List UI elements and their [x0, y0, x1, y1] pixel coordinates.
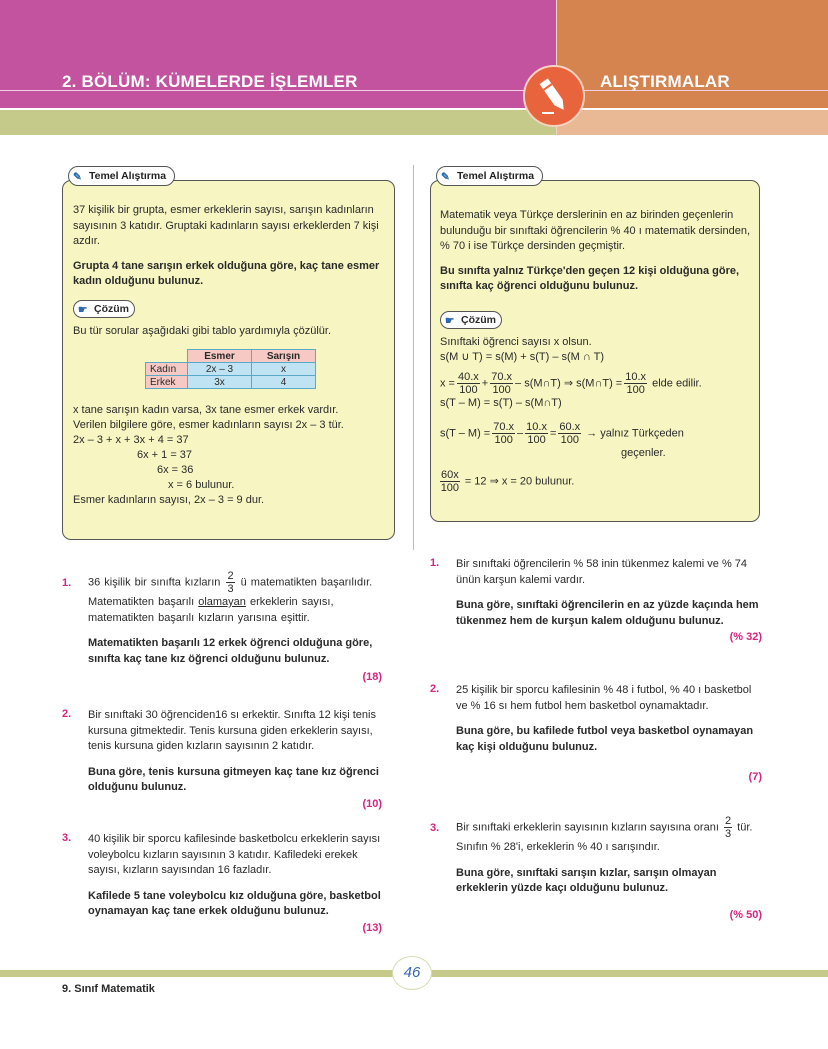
- table-cell: Erkek: [146, 376, 188, 389]
- problem-number: 1.: [430, 557, 440, 569]
- problem-item: [430, 683, 762, 783]
- right-example-box: [430, 180, 760, 522]
- problem-question: Kafilede 5 tane voleybolcu kız olduğuna göre, basketbol oynamayan kaç tane erkek olduğunu bulunuz.: [88, 889, 381, 917]
- example-question: Grupta 4 tane sarışın erkek olduğuna göre, kaç tane esmer kadın olduğunu bulunuz.: [73, 259, 380, 287]
- table-cell: 4: [252, 376, 316, 389]
- problem-text: 40 kişilik bir sporcu kafilesinde basketbolcu erkeklerin sayısı voleybolcu kızların sayısının 3 katıdır. Kafiledeki erekek sayısı, kızların sayısından 16 fazladır.: [88, 833, 381, 876]
- solution-tag: [440, 311, 502, 329]
- solution-line: 6x + 1 = 37: [137, 449, 193, 461]
- hand-icon: ☛: [445, 314, 455, 327]
- problem-question: Buna göre, sınıftaki öğrencilerin en az yüzde kaçında hem tükenmez hem de kurşun kalem olduğunu bulunuz.: [456, 599, 759, 627]
- example-tag-label: Temel Alıştırma: [457, 170, 535, 182]
- solution-line: Esmer kadınların sayısı, 2x – 3 = 9 dur.: [73, 494, 265, 506]
- problem-number: 2.: [430, 683, 440, 695]
- solution-line: x tane sarışın kadın varsa, 3x tane esmer erkek vardır.: [73, 404, 339, 416]
- problem-answer: (10): [362, 797, 382, 810]
- header-band-right: [556, 110, 828, 135]
- problem-item: [430, 815, 762, 921]
- page-number: 46: [392, 956, 432, 990]
- section-title: ALIŞTIRMALAR: [600, 72, 730, 91]
- example-text: 37 kişilik bir grupta, esmer erkeklerin sayısı, sarışın kadınların sayısının 3 katıdır. Gruptaki kadınların sayısı erkeklerden 7 kişi azdır.: [73, 204, 379, 247]
- solution-line: 2x – 3 + x + 3x + 4 = 37: [73, 434, 189, 446]
- problem-item: [62, 570, 382, 683]
- problem-text: Bir sınıftaki 30 öğrenciden16 sı erkektir. Sınıfta 12 kişi tenis kursuna gitmektedir. Tenis kursuna giden erkeklerin sayısı, tenis kursuna giden kızların sayısının 2 katıdır.: [88, 709, 376, 752]
- problem-answer: (% 32): [729, 631, 762, 643]
- example-tag: [436, 166, 543, 186]
- solution-line: Verilen bilgilere göre, esmer kadınların sayısı 2x – 3 tür.: [73, 419, 344, 431]
- table-row: [146, 363, 316, 376]
- problem-item: [62, 832, 382, 934]
- example-tag-label: Temel Alıştırma: [89, 170, 167, 182]
- example-text: Matematik veya Türkçe derslerinin en az birinden geçenlerin bulunduğu bir sınıftaki öğrencilerin % 40 ı matematik dersinden, % 70 i ise Türkçe dersinden geçmiştir.: [440, 209, 751, 252]
- problem-answer: (% 50): [729, 908, 762, 921]
- solution-label: Çözüm: [94, 302, 129, 315]
- problem-question: Buna göre, tenis kursuna gitmeyen kaç tane kız öğrenci olduğunu bulunuz.: [88, 765, 379, 793]
- chapter-title: 2. BÖLÜM: KÜMELERDE İŞLEMLER: [62, 72, 358, 91]
- hand-icon: ☛: [78, 303, 88, 316]
- equation-2: s(T – M) = $\frac{70.x}{100}$ – $\frac{10.x}{100}$ = $\frac{60.x}{100}$ → yalnız Türkçeden: [440, 420, 684, 446]
- book-title: 9. Sınıf Matematik: [62, 983, 155, 995]
- problem-question: Buna göre, bu kafilede futbol veya basketbol oynamayan kaç kişi olduğunu bulunuz.: [456, 725, 754, 753]
- problem-text: Bir sınıftaki öğrencilerin % 58 inin tükenmez kalemi ve % 74 ünün karşun kalemi vardır.: [456, 558, 748, 586]
- table-cell: 2x – 3: [188, 363, 252, 376]
- table-row: [146, 376, 316, 389]
- problem-text: 25 kişilik bir sporcu kafilesinin % 48 i futbol, % 40 ı basketbol ve % 16 sı hem futbol hem basketbol oynamaktadır.: [456, 684, 752, 712]
- problem-item: [430, 557, 762, 643]
- problem-text: 36 kişilik bir sınıfta kızların $\frac{2}{3}$ ü matematikten başarılıdır. Matematikten başarılı olamayan erkeklerin sayısı, matematikten başarılı kızların yarısına eşittir.: [88, 570, 373, 624]
- table-cell: 3x: [188, 376, 252, 389]
- problem-number: 1.: [62, 577, 72, 589]
- solution-label: Çözüm: [461, 313, 496, 326]
- solution-tag: [73, 300, 135, 318]
- example-tag: [68, 166, 175, 186]
- column-divider: [413, 165, 414, 550]
- problem-number: 3.: [62, 832, 72, 844]
- problem-item: [62, 708, 382, 810]
- example-question: Bu sınıfta yalnız Türkçe'den geçen 12 kişi olduğuna göre, sınıfta kaç öğrenci olduğunu bulunuz.: [440, 264, 740, 292]
- problem-number: 2.: [62, 708, 72, 720]
- solution-line: Sınıftaki öğrenci sayısı x olsun.: [440, 335, 592, 348]
- problem-answer: (7): [748, 771, 762, 783]
- table-header: Sarışın: [252, 350, 316, 363]
- solution-line: 6x = 36: [157, 464, 194, 476]
- table-cell: x: [252, 363, 316, 376]
- solution-intro: Bu tür sorular aşağıdaki gibi tablo yardımıyla çözülür.: [73, 324, 332, 337]
- table-header: Esmer: [188, 350, 252, 363]
- solution-table: [145, 349, 316, 389]
- equation-1: x = $\frac{40.x}{100}$ + $\frac{70.x}{100}$ – s(M∩T) ⇒ s(M∩T) = $\frac{10.x}{100}$ elde edilir.: [440, 370, 702, 396]
- pencil-icon: ✎: [73, 171, 82, 183]
- problem-answer: (13): [362, 921, 382, 934]
- problem-question: Buna göre, sınıftaki sarışın kızlar, sarışın olmayan erkeklerin yüzde kaçı olduğunu bulunuz.: [456, 866, 717, 894]
- solution-line: x = 6 bulunur.: [168, 479, 235, 491]
- table-cell: Kadın: [146, 363, 188, 376]
- equation-3: $\frac{60x}{100}$ = 12 ⇒ x = 20 bulunur.: [440, 468, 575, 494]
- problem-number: 3.: [430, 822, 440, 834]
- pencil-icon: ✎: [441, 171, 450, 183]
- pencil-icon: [523, 65, 585, 127]
- header-band-left: [0, 110, 556, 135]
- problem-question: Matematikten başarılı 12 erkek öğrenci olduğuna göre, sınıfta kaç tane kız öğrenci olduğunu bulunuz.: [88, 637, 373, 665]
- solution-line: geçenler.: [621, 446, 666, 459]
- solution-line: s(T – M) = s(T) – s(M∩T): [440, 396, 562, 409]
- solution-line: s(M ∪ T) = s(M) + s(T) – s(M ∩ T): [440, 350, 605, 363]
- left-example-box: [62, 180, 395, 540]
- problem-answer: (18): [362, 671, 382, 683]
- problem-text: Bir sınıftaki erkeklerin sayısının kızların sayısına oranı $\frac{2}{3}$ tür. Sınıfın % 28'i, erkeklerin % 40 ı sarışındır.: [456, 815, 753, 853]
